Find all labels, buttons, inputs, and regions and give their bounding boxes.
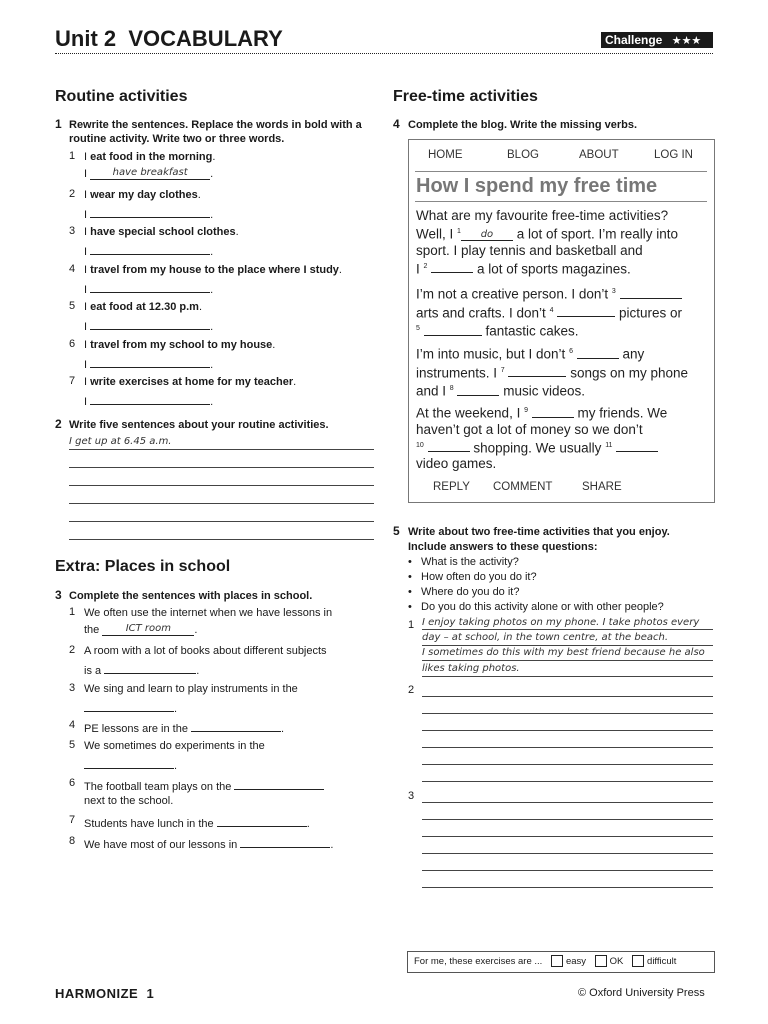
ex3-item-line (84, 699, 177, 716)
bullet-item: • Where do you do it? (408, 586, 520, 598)
answer-blank[interactable] (90, 167, 210, 180)
ex5-line[interactable] (422, 781, 713, 782)
answer-blank[interactable] (84, 699, 174, 712)
nav-login[interactable]: LOG IN (654, 149, 693, 161)
answer-blank[interactable] (90, 280, 210, 293)
checkbox-ok[interactable] (595, 955, 607, 967)
ex3-item-text: The football team plays on the (84, 781, 232, 793)
ex3-item-line (84, 661, 199, 678)
period: . (306, 818, 310, 830)
ex1-item-number: 1 (69, 150, 76, 162)
ex1-item-text: I eat food at 12.30 p.m. (84, 301, 202, 313)
ex3-item-line (84, 623, 197, 637)
ex1-answer-line: I . (84, 355, 213, 372)
blog-blank[interactable] (616, 438, 658, 452)
blog-line: video games. (416, 456, 497, 471)
answer-blank[interactable] (90, 205, 210, 218)
ex1-item-text: I have special school clothes. (84, 226, 239, 238)
ex2-line[interactable] (69, 521, 374, 522)
reply-link[interactable]: REPLY (433, 481, 470, 493)
challenge-label: Challenge (605, 33, 663, 47)
ex5-line[interactable] (422, 819, 713, 820)
bold-phrase: wear my day clothes (90, 189, 198, 201)
header-divider (55, 53, 713, 54)
ex1-answer-line: I . (84, 205, 213, 222)
ex3-item-number: 7 (69, 814, 76, 826)
ex2-number: 2 (55, 417, 62, 431)
ex1-item-number: 2 (69, 188, 76, 200)
page-title (55, 26, 283, 52)
answer-text: ICT room (125, 623, 172, 634)
blog-line: haven’t got a lot of money so we don’t (416, 421, 643, 437)
ex3-item-prefix: the (84, 624, 100, 636)
nav-blog[interactable]: BLOG (507, 149, 539, 161)
blog-paragraph-2 (416, 284, 712, 340)
ex3-item-text: next to the school. (84, 795, 174, 807)
blog-line: I’m not a creative person. I don’t $^3$ (416, 284, 712, 303)
ex3-item-line (84, 835, 333, 852)
period: . (281, 723, 285, 735)
copyright: © Oxford University Press (578, 987, 705, 999)
blog-line: instruments. I $^7$ songs on my phone (416, 365, 689, 380)
star-icons: ★★★ (671, 35, 702, 47)
blog-blank[interactable] (424, 322, 482, 336)
ex3-item-number: 5 (69, 739, 76, 751)
ex3-item-number: 3 (69, 682, 76, 694)
blog-line: arts and crafts. I don’t $^4$ pictures or (416, 305, 683, 320)
ex1-number: 1 (55, 117, 62, 131)
blog-blank[interactable] (431, 259, 473, 273)
blog-rule (415, 201, 707, 202)
ex1-instruction: Rewrite the sentences. Replace the words in bold with a routine activity. Write two or three words. (69, 119, 362, 145)
ex5-line[interactable] (422, 629, 713, 630)
ex5-answer-number: 1 (408, 619, 415, 631)
ex3-item-text: PE lessons are in the (84, 723, 188, 735)
ex5-line[interactable] (422, 696, 713, 697)
blog-title: How I spend my free time (416, 175, 658, 197)
ex3-item-number: 6 (69, 777, 76, 789)
ex5-line[interactable] (422, 764, 713, 765)
ex3-item-text: We sometimes do experiments in the (84, 740, 265, 752)
ex1-item-text: I write exercises at home for my teacher. (84, 376, 297, 388)
brand-logo (55, 986, 154, 1001)
feedback-box (407, 951, 715, 973)
blog-blank[interactable] (508, 363, 566, 377)
bold-phrase: travel from my house to the place where I study (90, 264, 339, 276)
ex3-item-text: Students have lunch in the (84, 818, 214, 830)
ex5-line[interactable] (422, 730, 713, 731)
bold-phrase: write exercises at home for my teacher (90, 376, 294, 388)
period: . (194, 624, 198, 636)
ex1-answer-line: I . (84, 242, 213, 259)
answer-blank[interactable] (90, 242, 210, 255)
ex3-number: 3 (55, 588, 62, 602)
ex2-line[interactable] (69, 503, 374, 504)
ex3-item-line (84, 756, 177, 773)
blog-line: I’m into music, but I don’t $^6$ any (416, 346, 645, 362)
ex3-item-text: A room with a lot of books about different subjects (84, 645, 327, 657)
answer-blank[interactable] (191, 719, 281, 732)
ex2-instruction: Write five sentences about your routine activities. (69, 419, 329, 431)
ex1-item-number: 3 (69, 225, 76, 237)
blog-line: sport. I play tennis and basketball and (416, 242, 643, 258)
section-routine-activities: Routine activities (55, 88, 188, 105)
ex3-item-text: We sing and learn to play instruments in the (84, 683, 298, 695)
ex5-line[interactable] (422, 713, 713, 714)
blog-line: I $^2$ a lot of sports magazines. (416, 261, 631, 276)
ex5-instruction: Write about two free-time activities that you enjoy. (408, 526, 670, 538)
blog-line: Well, I $^1$ do a lot of sport. I’m really into (416, 226, 679, 242)
ex2-example: I get up at 6.45 a.m. (69, 436, 172, 447)
answer-blank[interactable] (90, 392, 210, 405)
blog-line: $^5$ fantastic cakes. (416, 323, 579, 339)
comment-link[interactable]: COMMENT (493, 481, 553, 493)
ex5-line[interactable] (422, 853, 713, 854)
unit-title: VOCABULARY (128, 26, 283, 51)
answer-blank[interactable] (102, 623, 194, 636)
period: . (196, 665, 200, 677)
period: . (330, 839, 334, 851)
ex1-item-text: I travel from my school to my house. (84, 339, 276, 351)
ex5-line[interactable] (422, 660, 713, 661)
answer-blank[interactable] (90, 317, 210, 330)
ex1-answer-line: I have breakfast . (84, 167, 214, 180)
ex5-instruction: Include answers to these questions: (408, 541, 598, 553)
period: . (174, 760, 178, 772)
answer-text: do (480, 228, 494, 240)
ex3-item-line (84, 719, 284, 736)
answer-blank[interactable] (240, 835, 330, 848)
ex5-answer-line: likes taking photos. (422, 663, 520, 674)
ex5-line[interactable] (422, 747, 713, 748)
ex5-line[interactable] (422, 802, 713, 803)
challenge-badge (601, 32, 713, 48)
ex1-item-text: I travel from my house to the place where I study. (84, 264, 342, 276)
blog-paragraph-1 (416, 208, 712, 277)
ex2-line[interactable] (69, 485, 374, 486)
ex1-item-number: 6 (69, 338, 76, 350)
answer-blank[interactable] (234, 777, 324, 790)
blog-blank[interactable] (428, 438, 470, 452)
ex5-bullets (408, 555, 664, 615)
checkbox-easy[interactable] (551, 955, 563, 967)
checkbox-difficult[interactable] (632, 955, 644, 967)
blog-line: What are my favourite free-time activities? (416, 208, 669, 223)
bold-phrase: travel from my school to my house (90, 339, 273, 351)
ex1-answer-line: I . (84, 280, 213, 297)
ex5-answer-line: day – at school, in the town centre, at the beach. (422, 632, 669, 643)
ex3-item-line (84, 777, 324, 794)
blog-blank[interactable] (577, 345, 619, 359)
answer-blank[interactable] (90, 355, 210, 368)
bullet-item: • How often do you do it? (408, 571, 537, 583)
ex1-item-number: 5 (69, 300, 76, 312)
nav-home[interactable]: HOME (428, 149, 463, 161)
ex1-item-number: 4 (69, 263, 76, 275)
ex1-answer-line: I . (84, 317, 213, 334)
brand-name: HARMONIZE (55, 986, 139, 1001)
answer-blank[interactable] (84, 756, 174, 769)
blog-blank[interactable] (620, 285, 682, 299)
section-free-time-activities: Free-time activities (393, 88, 538, 105)
ex3-item-number: 2 (69, 644, 76, 656)
ex1-item-number: 7 (69, 375, 76, 387)
label-difficult: difficult (647, 956, 677, 967)
ex3-item-line (84, 814, 310, 831)
bullet-item: • Do you do this activity alone or with other people? (408, 601, 664, 613)
ex4-number: 4 (393, 117, 400, 131)
brand-level: 1 (146, 986, 155, 1001)
ex5-answer-line: I enjoy taking photos on my phone. I take photos every (422, 617, 700, 628)
ex3-instruction: Complete the sentences with places in school. (69, 590, 313, 602)
ex1-item-text: I wear my day clothes. (84, 189, 201, 201)
ex5-answer-line: I sometimes do this with my best friend because he also (422, 647, 705, 658)
ex1-answer-line: I . (84, 392, 213, 409)
ex2-line[interactable] (69, 539, 374, 540)
ex5-line[interactable] (422, 887, 713, 888)
ex2-line[interactable] (69, 467, 374, 468)
ex3-item-prefix: is a (84, 665, 102, 677)
blog-rule (415, 171, 707, 172)
section-places-in-school: Extra: Places in school (55, 558, 231, 575)
blog-blank[interactable] (532, 404, 574, 418)
blog-line: $^{10}$ shopping. We usually $^{11}$ (416, 438, 712, 457)
ex5-line[interactable] (422, 645, 713, 646)
bold-phrase: eat food at 12.30 p.m (90, 301, 199, 313)
feedback-prompt: For me, these exercises are ... (414, 956, 543, 967)
blog-blank[interactable] (557, 303, 615, 317)
ex5-line[interactable] (422, 870, 713, 871)
unit-label: Unit 2 (55, 26, 117, 51)
blog-blank[interactable] (457, 382, 499, 396)
ex4-instruction: Complete the blog. Write the missing verbs. (408, 119, 638, 131)
ex5-answer-number: 3 (408, 790, 415, 802)
blog-paragraph-3 (416, 344, 712, 400)
bold-phrase: eat food in the morning (90, 151, 213, 163)
answer-blank[interactable] (217, 814, 307, 827)
ex3-item-number: 4 (69, 719, 76, 731)
blog-paragraph-4 (416, 403, 712, 472)
blog-line: At the weekend, I $^9$ my friends. We (416, 405, 668, 421)
period: . (174, 703, 178, 715)
bullet-item: • What is the activity? (408, 556, 519, 568)
answer-blank[interactable] (104, 661, 196, 674)
ex1-item-text: I eat food in the morning. (84, 151, 216, 163)
blog-line: and I $^8$ music videos. (416, 383, 586, 399)
bold-phrase: have special school clothes (90, 226, 236, 238)
share-link[interactable]: SHARE (582, 481, 622, 493)
answer-text: have breakfast (112, 167, 188, 178)
ex3-item-number: 8 (69, 835, 76, 847)
ex5-number: 5 (393, 524, 400, 538)
blog-panel (408, 139, 715, 503)
ex5-line[interactable] (422, 676, 713, 677)
ex3-item-number: 1 (69, 606, 76, 618)
blog-blank[interactable] (461, 227, 513, 241)
ex5-line[interactable] (422, 836, 713, 837)
label-ok: OK (609, 956, 624, 967)
ex3-item-text: We have most of our lessons in (84, 839, 238, 851)
ex2-line[interactable] (69, 449, 374, 450)
label-easy: easy (565, 956, 587, 967)
ex3-item-text: We often use the internet when we have lessons in (84, 607, 333, 619)
nav-about[interactable]: ABOUT (579, 149, 619, 161)
ex5-answer-number: 2 (408, 684, 415, 696)
